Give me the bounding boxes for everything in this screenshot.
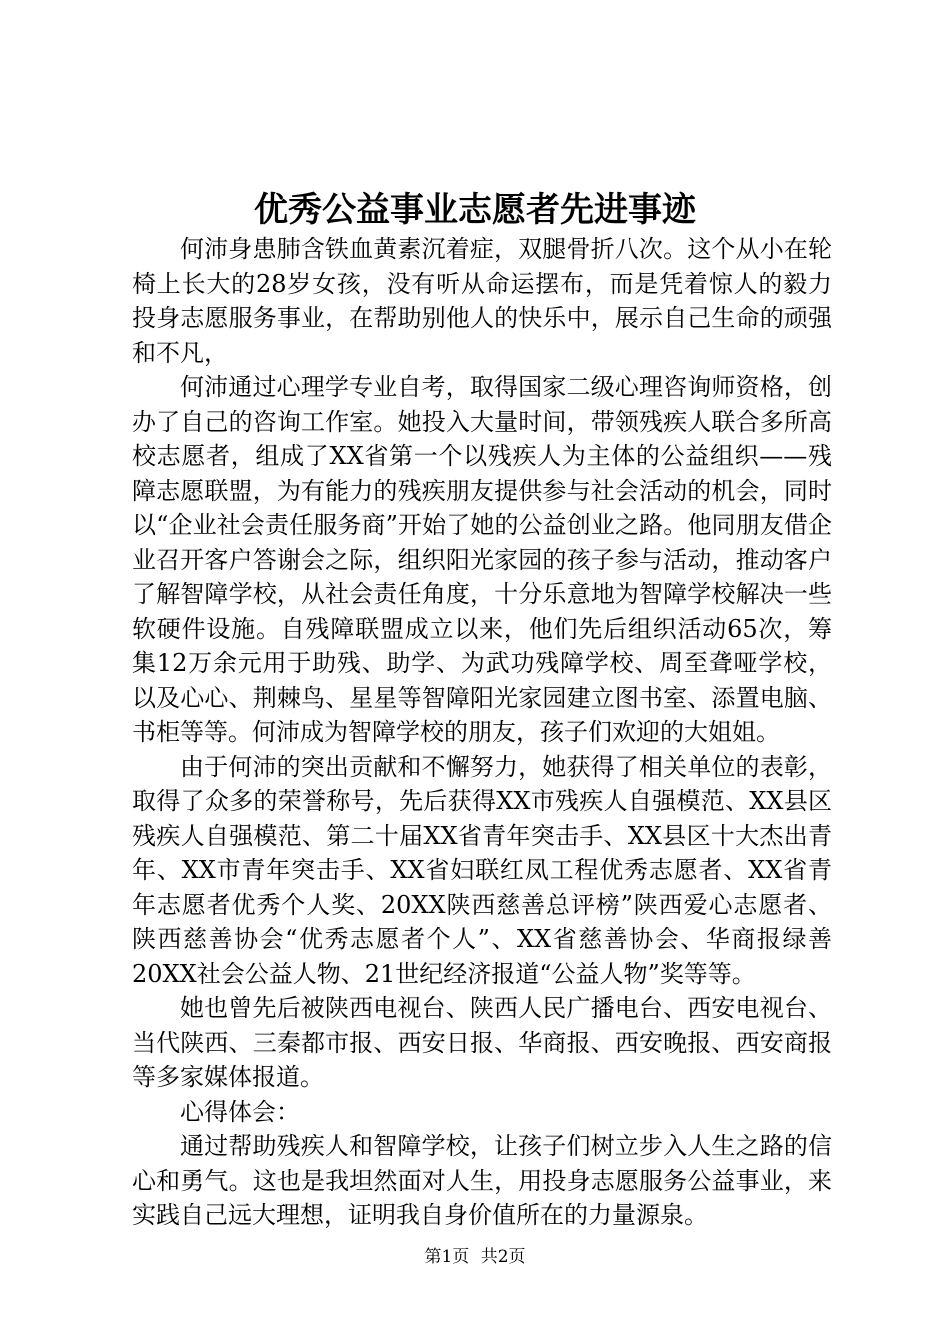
page-number: 第1页: [424, 1247, 470, 1267]
page-total: 共2页: [480, 1247, 526, 1267]
paragraph-intro: 何沛身患肺含铁血黄素沉着症，双腿骨折八次。这个从小在轮椅上长大的28岁女孩，没有听从命运摆布，而是凭着惊人的毅力投身志愿服务事业，在帮助别他人的快乐中，展示自己生命的顽强和不凡，: [132, 235, 832, 367]
paragraph-reflection: 通过帮助残疾人和智障学校，让孩子们树立步入人生之路的信心和勇气。这也是我坦然面对人生，用投身志愿服务公益事业，来实践自己远大理想，证明我自身价值所在的力量源泉。: [132, 1132, 832, 1229]
paragraph-activities: 何沛通过心理学专业自考，取得国家二级心理咨询师资格，创办了自己的咨询工作室。她投入大量时间，带领残疾人联合多所高校志愿者，组成了XX省第一个以残疾人为主体的公益组织——残障志愿联盟，为有能力的残疾朋友提供参与社会活动的机会，同时以“企业社会责任服务商”开始了她的公益创业之路。他同朋友借企业召开客户答谢会之际，组织阳光家园的孩子参与活动，推动客户了解智障学校，从社会责任角度，十分乐意地为智障学校解决一些软硬件设施。自残障联盟成立以来，他们先后组织活动65次，筹集12万余元用于助残、助学、为武功残障学校、周至聋哑学校，以及心心、荆棘鸟、星星等智障阳光家园建立图书室、添置电脑、书柜等等。何沛成为智障学校的朋友，孩子们欢迎的大姐姐。: [132, 373, 832, 746]
paragraph-media: 她也曾先后被陕西电视台、陕西人民广播电台、西安电视台、当代陕西、三秦都市报、西安日报、华商报、西安晚报、西安商报等多家媒体报道。: [132, 994, 832, 1091]
paragraph-honors: 由于何沛的突出贡献和不懈努力，她获得了相关单位的表彰，取得了众多的荣誉称号，先后获得XX市残疾人自强模范、XX县区残疾人自强模范、第二十届XX省青年突击手、XX县区十大杰出青年、XX市青年突击手、XX省妇联红凤工程优秀志愿者、XX省青年志愿者优秀个人奖、20XX陕西慈善总评榜”陕西爱心志愿者、陕西慈善协会“优秀志愿者个人”、XX省慈善协会、华商报绿善20XX社会公益人物、21世纪经济报道“公益人物”奖等等。: [132, 752, 832, 988]
page-footer: [0, 1242, 950, 1267]
paragraph-reflection-heading: 心得体会：: [180, 1097, 300, 1126]
document-body: [132, 232, 832, 1233]
document-title: 优秀公益事业志愿者先进事迹: [254, 190, 696, 230]
